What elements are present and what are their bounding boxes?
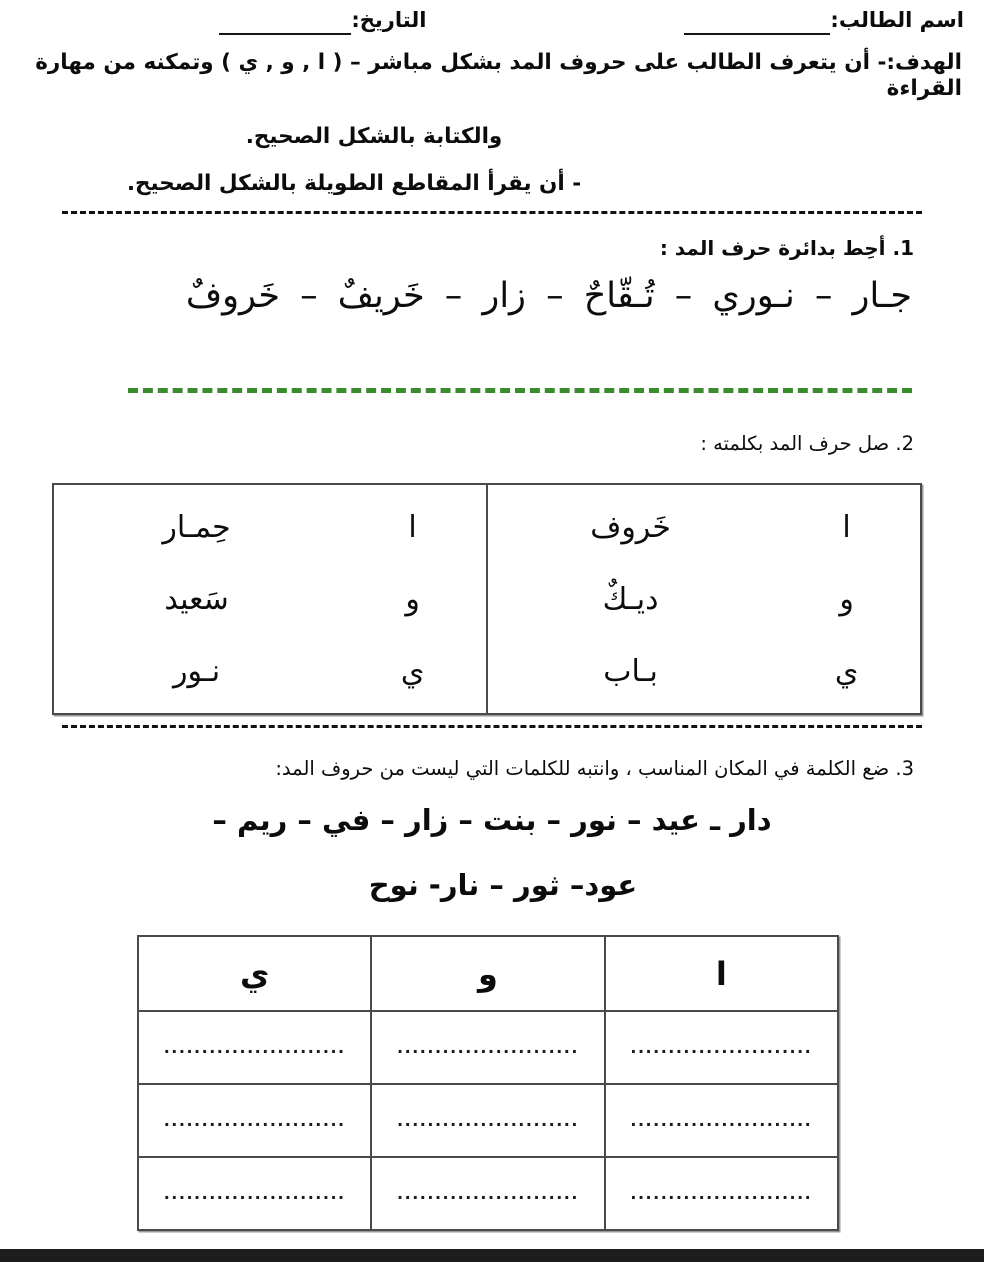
date-label: التاريخ: [351,8,427,32]
sort-cell-dots: ........................ [370,1158,603,1229]
sort-cell-dots: ........................ [604,1085,837,1156]
exercise1-title: 1. أحِط بدائرة حرف المد : [659,236,914,260]
sort-cell-dots: ........................ [163,1184,346,1203]
header-row [0,8,964,32]
objective-block [22,50,962,197]
student-name-label: اسم الطالب: [830,8,964,32]
dashed-separator-1 [62,211,922,214]
word-bank-line-1: دار ـ عيد – نور – بنت – زار – في – ريم – [212,803,772,837]
exercise3-title: 3. ضع الكلمة في المكان المناسب ، وانتبه للكلمات التي ليست من حروف المد: [275,757,914,780]
objective-line-2: والكتابة بالشكل الصحيح. [245,124,503,149]
sort-header-row [139,937,837,1010]
match-word: سَعيد [164,581,229,617]
match-row [54,654,486,689]
match-right-panel [486,485,920,713]
sort-cell-dots: ........................ [163,1038,346,1057]
match-row [54,582,486,617]
match-table [52,483,922,715]
date-blank [219,11,351,35]
match-letter: و [405,581,420,617]
sort-cell-dots: ........................ [604,1012,837,1083]
sort-header-cell-waw: و [370,937,603,1010]
date-group [219,8,426,32]
objective-line-1: الهدف:- أن يتعرف الطالب على حروف المد بشكل مباشر – ( ا , و , ي ) وتمكنه من مهارة القراءة [35,50,962,101]
match-letter: ا [842,509,851,545]
match-row [488,654,920,689]
objective-line-3: - أن يقرأ المقاطع الطويلة بالشكل الصحيح. [126,171,582,196]
match-letter: ا [408,509,417,545]
sort-row [139,1156,837,1229]
sort-cell-dots: ........................ [370,1012,603,1083]
word-bank-line-2: عود– ثور – نار- نوح [368,868,638,902]
match-letter: ي [834,653,859,689]
sort-header-cell-ya: ي [240,954,270,993]
match-word: نـور [173,653,221,689]
exercise2-title: 2. صل حرف المد بكلمته : [700,432,914,455]
match-row [54,510,486,545]
dashed-separator-2 [62,725,922,728]
match-left-panel [54,485,486,713]
match-letter: و [839,581,854,617]
sort-row [139,1083,837,1156]
match-word: بـاب [603,653,658,689]
sort-table [137,935,839,1231]
student-name-group [684,8,964,32]
footer-bar [0,1249,984,1262]
sort-cell-dots: ........................ [163,1111,346,1130]
student-name-blank [684,11,830,35]
match-word: حِمـار [162,509,231,545]
match-letter: ي [400,653,425,689]
sort-header-cell-alif: ا [604,937,837,1010]
match-word: ديـكٌ [602,581,659,617]
green-dashed-separator [128,388,912,393]
sort-cell-dots: ........................ [370,1085,603,1156]
match-row [488,582,920,617]
exercise1-words: جـار – نـوري – تُـقّاحٌ – زار – خَريفٌ – خَروفٌ [185,276,912,316]
sort-cell-dots: ........................ [604,1158,837,1229]
match-word: خَروف [590,509,671,545]
sort-row [139,1010,837,1083]
match-row [488,510,920,545]
